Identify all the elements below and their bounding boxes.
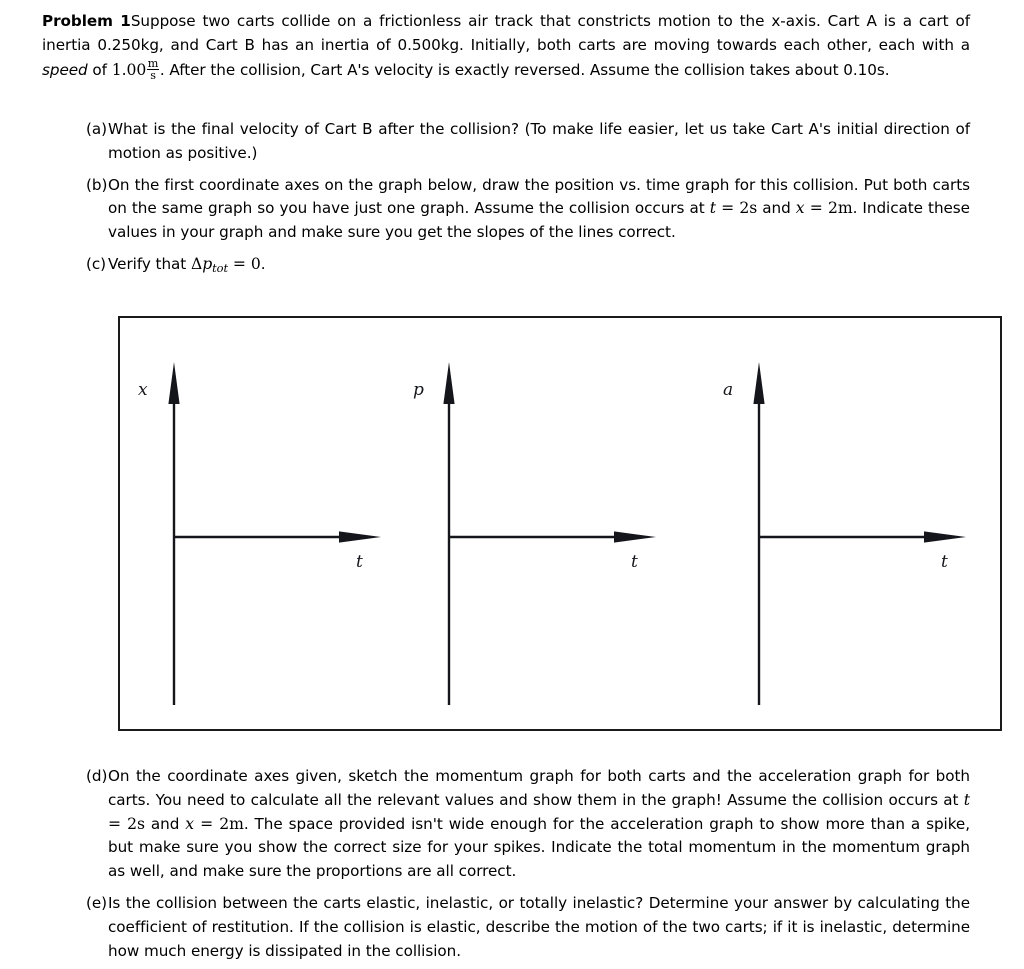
item-c-text <box>108 253 970 281</box>
item-b-math-2s: 2s <box>739 199 758 218</box>
item-b-tag: (b) <box>86 175 108 194</box>
problem-label: Problem 1 <box>42 12 131 30</box>
axis-label-t-3: t <box>941 552 948 572</box>
item-a <box>42 118 970 166</box>
item-b-text-3: . Indicate these values in your graph and make sure you get the slopes of the lines correct. <box>108 199 970 242</box>
item-d-text-3: . The space provided isn't wide enough for the acceleration graph to show more than a spike, but make sure you show the correct size for your spikes. Indicate the total momentum in the momentum graph as well, and make sure the proportions are all correct. <box>108 814 970 881</box>
item-b-math-eq1: = <box>715 199 740 218</box>
problem-statement <box>42 10 970 82</box>
item-b-text-2: and <box>757 199 796 218</box>
intro-text-2: of <box>87 60 112 79</box>
axis-label-a: a <box>723 380 734 400</box>
horizontal-axis-arrowhead-1 <box>339 531 381 542</box>
item-d-text-2: and <box>144 814 186 833</box>
vertical-axis-arrowhead-1 <box>168 362 179 404</box>
item-b-math-t: t <box>709 199 716 218</box>
item-c-text-2: . <box>260 254 266 273</box>
horizontal-axis-arrowhead-3 <box>924 531 966 542</box>
item-e-tag: (e) <box>86 893 108 912</box>
item-d-math-2s: 2s <box>127 814 145 833</box>
horizontal-axis-arrowhead-2 <box>614 531 656 542</box>
item-e <box>42 892 970 963</box>
fraction-denominator: s <box>147 69 160 82</box>
intro-emph-speed: speed <box>42 60 88 79</box>
item-d <box>42 765 970 884</box>
meters-per-second-fraction <box>147 58 160 82</box>
intro-text-3: . After the collision, Cart A's velocity is exactly reversed. Assume the collision takes about 0.10s. <box>159 60 890 79</box>
fraction-numerator: m <box>147 56 159 70</box>
axis-panel-x-t <box>138 362 381 705</box>
item-c-math-p: p <box>202 254 213 273</box>
item-b-text <box>108 174 970 245</box>
item-b-math-eq2: = <box>804 199 828 218</box>
item-d-math-2m: 2m <box>219 814 244 833</box>
item-d-math-x: x <box>185 814 195 833</box>
item-d-math-t: t <box>963 790 970 809</box>
item-c-math-subscript: tot <box>212 260 229 275</box>
axis-label-p: p <box>413 380 424 400</box>
item-c-math-eq: = 0 <box>228 254 261 273</box>
item-c <box>42 253 970 281</box>
intro-text-1: Suppose two carts collide on a frictionless air track that constricts motion to the x-axis. Cart A is a cart of inertia 0.250kg, and Cart B has an inertia of 0.500kg. Initially, both carts are moving towards each other, each with a <box>42 12 970 54</box>
axis-label-x: x <box>138 380 148 400</box>
item-d-text <box>108 765 970 884</box>
graph-figure-box <box>118 316 1002 731</box>
axis-panel-p-t <box>413 362 656 705</box>
axis-panel-a-t <box>723 362 966 705</box>
items-list-bottom <box>42 765 970 963</box>
item-c-math-delta: Δ <box>190 254 203 273</box>
vertical-axis-arrowhead-2 <box>443 362 454 404</box>
item-d-text-1: On the coordinate axes given, sketch the momentum graph for both carts and the acceleration graph for both carts. You need to calculate all the relevant values and show them in the graph! Assume the collision occurs at <box>108 767 970 809</box>
coordinate-axes-graphic <box>120 318 1004 733</box>
items-list-top <box>42 118 970 281</box>
item-c-tag: (c) <box>86 254 107 273</box>
item-a-tag: (a) <box>86 120 108 138</box>
item-e-text: Is the collision between the carts elastic, inelastic, or totally inelastic? Determine your answer by calculating the coefficient of restitution. If the collision is elastic, describe the motion of the two carts; if it is inelastic, determine how much energy is dissipated in the collision. <box>108 893 970 960</box>
item-d-math-eq2: = <box>194 814 220 833</box>
item-c-text-1: Verify that <box>108 254 191 273</box>
item-b-math-x: x <box>795 199 805 218</box>
item-b <box>42 174 970 245</box>
item-b-math-2m: 2m <box>827 199 853 218</box>
item-b-text-1: On the first coordinate axes on the graph below, draw the position vs. time graph for this collision. Put both carts on the same graph so you have just one graph. Assume the collision occurs at <box>108 175 970 218</box>
item-a-text: What is the final velocity of Cart B after the collision? (To make life easier, let us take Cart A's initial direction of motion as positive.) <box>108 120 970 162</box>
intro-speed-value: 1.00 <box>111 60 147 79</box>
axis-label-t-2: t <box>631 552 638 572</box>
axis-label-t-1: t <box>356 552 363 572</box>
item-d-math-eq1: = <box>108 814 128 833</box>
vertical-axis-arrowhead-3 <box>753 362 764 404</box>
item-d-tag: (d) <box>86 767 108 785</box>
